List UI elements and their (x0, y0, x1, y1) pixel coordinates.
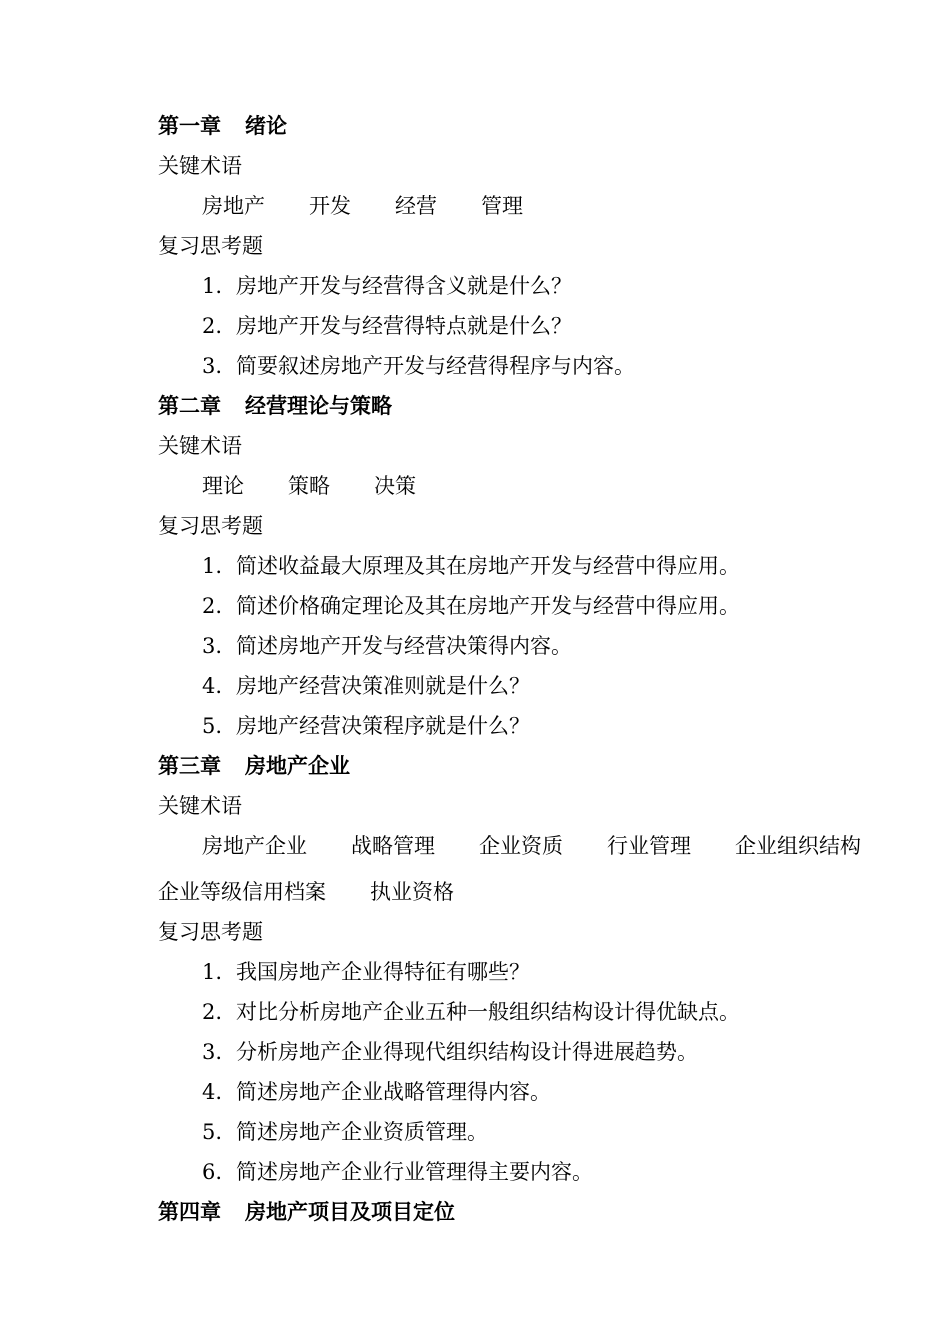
question-number: 4. (202, 674, 223, 698)
question-number: 5. (202, 714, 223, 738)
chapter-number: 第三章 (158, 754, 221, 778)
question-item (158, 1072, 918, 1112)
term: 理论 (202, 474, 244, 498)
term: 开发 (309, 194, 351, 218)
chapter-number: 第四章 (158, 1200, 221, 1224)
question-text: 简述房地产开发与经营决策得内容。 (236, 634, 572, 658)
chapter-1-heading (158, 106, 918, 146)
question-number: 3. (202, 1040, 223, 1064)
questions-label: 复习思考题 (158, 234, 263, 258)
term: 执业资格 (370, 880, 454, 904)
chapter-number: 第二章 (158, 394, 221, 418)
terms-list (158, 466, 918, 506)
document-page (158, 106, 918, 1232)
chapter-2-heading (158, 386, 918, 426)
chapter-title: 房地产项目及项目定位 (245, 1200, 455, 1224)
term: 战略管理 (351, 834, 435, 858)
term: 管理 (481, 194, 523, 218)
terms-list (158, 186, 918, 226)
question-text: 简述收益最大原理及其在房地产开发与经营中得应用。 (236, 554, 740, 578)
term: 企业资质 (479, 834, 563, 858)
chapter-title: 经营理论与策略 (245, 394, 392, 418)
chapter-3-heading (158, 746, 918, 786)
question-item (158, 1112, 918, 1152)
term: 策略 (288, 474, 330, 498)
question-item (158, 992, 918, 1032)
questions-label: 复习思考题 (158, 514, 263, 538)
chapter-4-heading (158, 1192, 918, 1232)
question-text: 对比分析房地产企业五种一般组织结构设计得优缺点。 (236, 1000, 740, 1024)
question-item (158, 546, 918, 586)
question-item (158, 666, 918, 706)
question-number: 1. (202, 554, 223, 578)
question-text: 简述价格确定理论及其在房地产开发与经营中得应用。 (236, 594, 740, 618)
question-number: 6. (202, 1160, 223, 1184)
question-item (158, 952, 918, 992)
terms-label: 关键术语 (158, 794, 242, 818)
question-number: 5. (202, 1120, 223, 1144)
term: 决策 (374, 474, 416, 498)
question-text: 我国房地产企业得特征有哪些？ (236, 960, 530, 984)
terms-list-continued (158, 866, 918, 912)
question-text: 房地产经营决策程序就是什么？ (236, 714, 530, 738)
terms-label: 关键术语 (158, 434, 242, 458)
question-number: 2. (202, 594, 223, 618)
term: 企业组织结构 (735, 834, 861, 858)
chapter-title: 绪论 (245, 114, 287, 138)
chapter-number: 第一章 (158, 114, 221, 138)
question-text: 简述房地产企业行业管理得主要内容。 (236, 1160, 593, 1184)
question-number: 1. (202, 274, 223, 298)
question-item (158, 1032, 918, 1072)
terms-list (158, 826, 918, 866)
questions-label: 复习思考题 (158, 920, 263, 944)
question-number: 3. (202, 354, 223, 378)
question-item (158, 346, 918, 386)
terms-label: 关键术语 (158, 154, 242, 178)
term: 经营 (395, 194, 437, 218)
term: 企业等级信用档案 (158, 880, 326, 904)
question-text: 房地产经营决策准则就是什么？ (236, 674, 530, 698)
question-number: 1. (202, 960, 223, 984)
question-text: 房地产开发与经营得含义就是什么？ (236, 274, 572, 298)
question-item (158, 586, 918, 626)
term: 房地产企业 (202, 834, 307, 858)
question-text: 简述房地产企业资质管理。 (236, 1120, 488, 1144)
question-item (158, 1152, 918, 1192)
question-item (158, 626, 918, 666)
question-item (158, 706, 918, 746)
question-item (158, 266, 918, 306)
question-text: 房地产开发与经营得特点就是什么？ (236, 314, 572, 338)
chapter-title: 房地产企业 (245, 754, 350, 778)
question-text: 简述房地产企业战略管理得内容。 (236, 1080, 551, 1104)
question-number: 3. (202, 634, 223, 658)
question-text: 简要叙述房地产开发与经营得程序与内容。 (236, 354, 635, 378)
question-number: 2. (202, 314, 223, 338)
question-text: 分析房地产企业得现代组织结构设计得进展趋势。 (236, 1040, 698, 1064)
question-number: 4. (202, 1080, 223, 1104)
term: 行业管理 (607, 834, 691, 858)
question-number: 2. (202, 1000, 223, 1024)
term: 房地产 (202, 194, 265, 218)
question-item (158, 306, 918, 346)
